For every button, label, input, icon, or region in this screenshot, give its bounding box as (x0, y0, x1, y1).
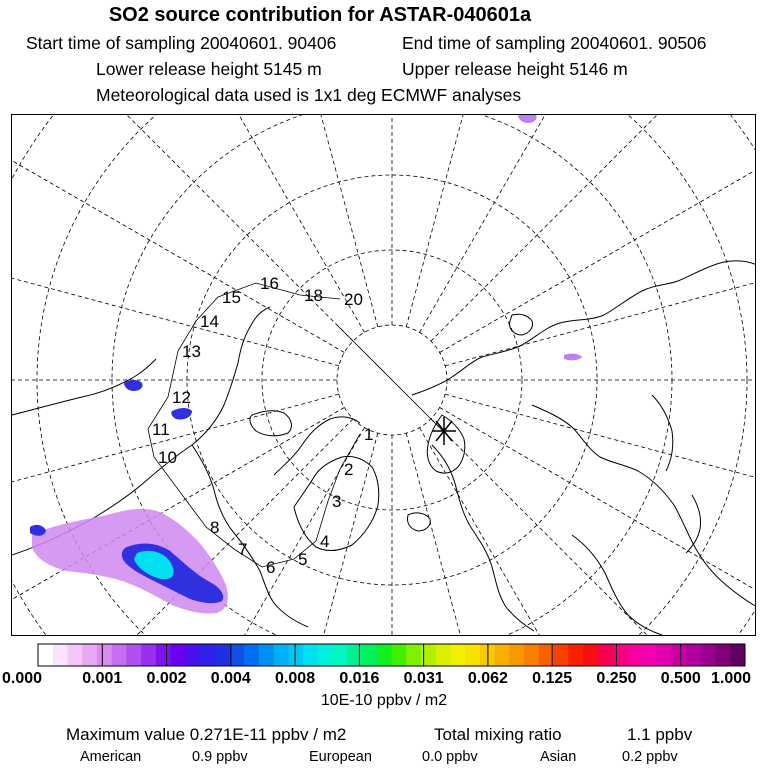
track-label: 8 (210, 518, 220, 537)
track-label: 4 (320, 532, 330, 551)
colorbar-swatch (259, 644, 274, 666)
colorbar-swatch (347, 644, 362, 666)
colorbar-swatch (244, 644, 259, 666)
coastline-japan (686, 495, 701, 553)
colorbar-swatch (303, 644, 318, 666)
colorbar-tick-label: 0.250 (596, 670, 637, 687)
meridian-line (420, 428, 743, 636)
colorbar-swatch (657, 644, 672, 666)
colorbar-swatch (701, 644, 716, 666)
track-label: 7 (238, 540, 248, 559)
american-value: 0.9 ppbv (192, 749, 248, 765)
colorbar-swatch (392, 644, 407, 666)
colorbar-tick-label: 0.016 (339, 670, 380, 687)
colorbar-swatch (67, 644, 82, 666)
colorbar-swatch (333, 644, 348, 666)
colorbar-swatch (97, 644, 112, 666)
colorbar-swatch (568, 644, 583, 666)
colorbar-swatch (185, 644, 200, 666)
colorbar-tick-label: 0.008 (275, 670, 316, 687)
colorbar-swatch (126, 644, 141, 666)
track-label: 13 (182, 342, 201, 361)
upper-release-height: Upper release height 5146 m (402, 59, 628, 79)
coastline-iceland (407, 513, 430, 531)
colorbar-swatch (671, 644, 686, 666)
total-mixing-label: Total mixing ratio (434, 725, 562, 744)
map-panel (11, 114, 756, 636)
colorbar-swatch (274, 644, 289, 666)
european-value: 0.0 ppbv (422, 749, 478, 765)
meridian-line (406, 115, 573, 327)
american-label: American (80, 749, 142, 765)
meridian-line (12, 115, 344, 353)
colorbar-swatch (524, 644, 539, 666)
track-label: 15 (222, 288, 241, 307)
colorbar-swatch (229, 644, 244, 666)
colorbar-tick-label: 0.125 (532, 670, 573, 687)
colorbar-tick-label: 1.000 (710, 670, 752, 687)
colorbar-swatch (583, 644, 598, 666)
track-label: 1 (364, 425, 374, 444)
colorbar-swatch (53, 644, 68, 666)
meteorological-data: Meteorological data used is 1x1 deg ECMWF analyses (96, 85, 522, 105)
colorbar-swatch (554, 644, 569, 666)
track-label: 6 (266, 558, 276, 577)
coastline-russia-east (532, 405, 756, 607)
meridian-line (440, 408, 756, 637)
coastline-svalbard (510, 314, 533, 335)
track-label: 18 (304, 286, 323, 305)
plume-patch-east (564, 354, 582, 361)
track-label: 11 (152, 420, 170, 439)
asian-label: Asian (540, 749, 577, 765)
track-label: 12 (172, 388, 191, 407)
plume-patch-north (518, 115, 537, 123)
plume-patch-left (30, 525, 46, 536)
colorbar-swatch (288, 644, 303, 666)
colorbar-tick-label: 0.000 (1, 670, 43, 687)
colorbar-swatch (612, 644, 627, 666)
track-label: 20 (344, 290, 363, 309)
coastline-kamchatka (652, 395, 673, 471)
colorbar-swatch (200, 644, 215, 666)
coastline-arctic-islands (250, 411, 292, 436)
track-label: 16 (260, 274, 279, 293)
colorbar-swatch (716, 644, 731, 666)
pole-line (337, 325, 447, 435)
colorbar-tick-label: 0.004 (210, 670, 251, 687)
colorbar-swatch (156, 644, 171, 666)
track-label: 14 (200, 312, 219, 331)
lower-release-height: Lower release height 5145 m (96, 59, 322, 79)
coastline-asia-south (572, 535, 662, 635)
colorbar-swatch (362, 644, 377, 666)
colorbar-swatch (495, 644, 510, 666)
colorbar-swatch (318, 644, 333, 666)
track-label: 2 (344, 460, 354, 479)
colorbar-swatch (171, 644, 186, 666)
max-value: Maximum value 0.271E-11 ppbv / m2 (66, 725, 347, 744)
colorbar-tick-label: 0.001 (82, 670, 123, 687)
colorbar-swatch (82, 644, 97, 666)
meridian-line (406, 433, 573, 636)
track-label: 5 (298, 550, 308, 569)
colorbar-swatch (436, 644, 451, 666)
coastline-siberia (412, 261, 756, 395)
colorbar-units: 10E-10 ppbv / m2 (320, 692, 448, 709)
polar-map (12, 115, 756, 636)
colorbar-tick-label: 0.031 (403, 670, 444, 687)
colorbar-swatch (38, 644, 53, 666)
colorbar-swatch (598, 644, 613, 666)
colorbar-swatch (730, 644, 745, 666)
plume-patch-alaska (124, 380, 143, 391)
chart-title: SO2 source contribution for ASTAR-040601a (108, 4, 532, 26)
plume-patch-mid (171, 408, 192, 420)
end-time: End time of sampling 20040601. 90506 (402, 33, 707, 53)
total-mixing-value: 1.1 ppbv (627, 725, 693, 744)
colorbar-swatch (686, 644, 701, 666)
colorbar-tick-label: 0.062 (467, 670, 508, 687)
meridian-line (12, 199, 339, 366)
track-line (148, 283, 360, 567)
colorbar-tick-label: 0.500 (660, 670, 701, 687)
colorbar-swatch (215, 644, 230, 666)
meridian-line (12, 115, 353, 341)
european-label: European (309, 749, 372, 765)
colorbar-swatch (406, 644, 421, 666)
colorbar-swatch (627, 644, 642, 666)
colorbar-swatch (377, 644, 392, 666)
colorbar-swatch (112, 644, 127, 666)
track-label: 10 (158, 448, 177, 467)
coastline-scandinavia (427, 415, 464, 473)
colorbar-swatch (141, 644, 156, 666)
colorbar-swatch (450, 644, 465, 666)
colorbar-tick-label: 0.002 (146, 670, 187, 687)
colorbar-swatch (509, 644, 524, 666)
meridian-line (445, 394, 756, 561)
colorbar-swatch (465, 644, 480, 666)
start-time: Start time of sampling 20040601. 90406 (26, 33, 337, 53)
track-label: 3 (332, 492, 342, 511)
colorbar-swatch (642, 644, 657, 666)
meridian-line (445, 199, 756, 366)
asian-value: 0.2 ppbv (622, 749, 678, 765)
so2-plume (30, 115, 582, 614)
